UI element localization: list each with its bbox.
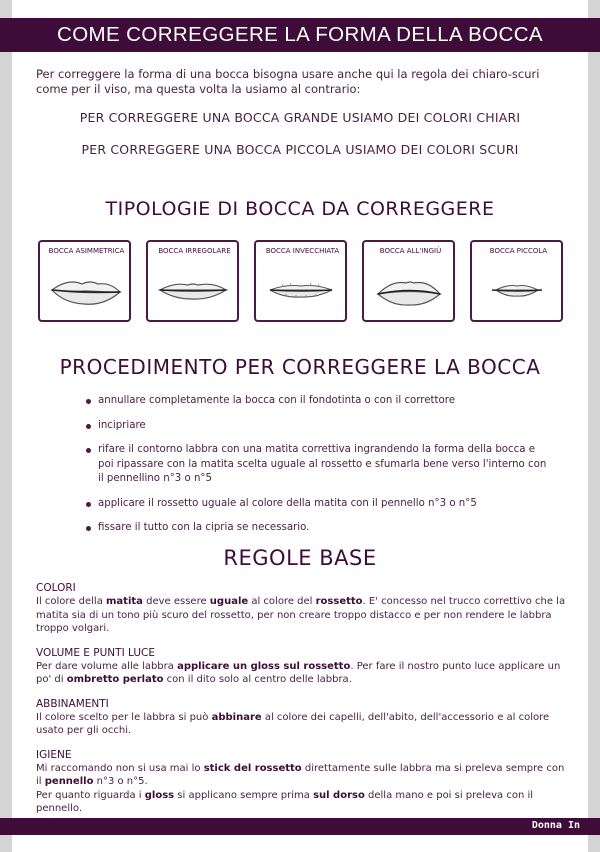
left-margin-stripe (0, 0, 12, 852)
aged-mouth-icon (262, 270, 340, 310)
list-item: applicare il rossetto uguale al colore della matita con il pennello n°3 o n°5 (98, 497, 553, 512)
mouth-label: BOCCA INVECCHIATA (265, 247, 340, 255)
mouth-types-row (38, 240, 563, 322)
rule-title: COLORI (36, 582, 76, 594)
rule-big-mouth: PER CORREGGERE UNA BOCCA GRANDE USIAMO DEI COLORI CHIARI (79, 110, 521, 125)
list-item: rifare il contorno labbra con una matita correttiva ingrandendo la forma della bocca e poi ripassare con la matita scelta uguale al rossetto e sfumarla bene verso l'interno con il pennellino n°3 o n°5 (98, 443, 553, 487)
rule-text: Mi raccomando non si usa mai lo stick del rossetto direttamente sulle labbra ma si preleva sempre con il pennello n°3 o n°5. Per quanto riguarda i gloss si applicano sempre prima sul dorso della mano e poi si preleva con il pennello. (36, 762, 565, 814)
list-item: annullare completamente la bocca con il fondotinta o con il correttore (98, 394, 553, 409)
rule-title: ABBINAMENTI (36, 697, 109, 710)
rules-section (36, 582, 566, 816)
rules-heading: REGOLE BASE (223, 546, 377, 570)
mouth-label: BOCCA ALL'INGIÙ (379, 247, 442, 255)
procedure-heading: PROCEDIMENTO PER CORREGGERE LA BOCCA (59, 355, 541, 379)
rule-abbinamenti (36, 698, 566, 738)
mouth-label: BOCCA PICCOLA (489, 247, 548, 255)
asymmetric-mouth-icon (46, 270, 124, 310)
irregular-mouth-icon (154, 270, 232, 310)
bullet-icon (86, 448, 91, 453)
bullet-icon (86, 526, 91, 531)
small-mouth-icon (478, 270, 556, 310)
bullet-icon (86, 424, 91, 429)
rule-text: Il colore della matita deve essere uguale al colore del rossetto. E' concesso nel trucco correttivo che la matita sia di un tono più scuro del rossetto, per non creare troppo distacco e per non rendere le labbra troppo volgari. (36, 596, 566, 634)
rule-title: IGIENE (36, 748, 72, 761)
rule-text: Per dare volume alle labbra applicare un gloss sul rossetto. Per fare il nostro punto luce applicare un po' di ombretto perlato con il dito solo al centro delle labbra. (36, 660, 561, 685)
mouth-label: BOCCA ASIMMETRICA (48, 247, 125, 255)
list-item: fissare il tutto con la cipria se necessario. (98, 521, 553, 536)
mouth-card-downturned (362, 240, 455, 322)
types-heading: TIPOLOGIE DI BOCCA DA CORREGGERE (105, 198, 495, 220)
rule-volume (36, 647, 566, 687)
rule-colori (36, 582, 566, 636)
right-margin-stripe (588, 0, 600, 852)
mouth-card-small (470, 240, 563, 322)
downturned-mouth-icon (370, 270, 448, 310)
mouth-card-irregular (146, 240, 239, 322)
list-item: incipriare (98, 419, 553, 434)
mouth-card-aged (254, 240, 347, 322)
mouth-label: BOCCA IRREGOLARE (158, 247, 231, 255)
intro-paragraph: Per correggere la forma di una bocca bisogna usare anche qui la regola dei chiaro-scuri come per il viso, ma questa volta la usiamo al contrario: (36, 67, 540, 96)
bullet-icon (86, 502, 91, 507)
rule-title: VOLUME E PUNTI LUCE (36, 646, 155, 659)
rule-small-mouth: PER CORREGGERE UNA BOCCA PICCOLA USIAMO DEI COLORI SCURI (81, 142, 519, 157)
procedure-steps (98, 394, 553, 536)
mouth-card-asymmetric (38, 240, 131, 322)
rule-text: Il colore scelto per le labbra si può abbinare al colore dei capelli, dell'abito, dell'accessorio e al colore usato per gli occhi. (36, 711, 550, 736)
footer-brand: Donna In (531, 820, 580, 831)
page-title: COME CORREGGERE LA FORMA DELLA BOCCA (0, 18, 600, 52)
rule-igiene (36, 749, 566, 816)
bullet-icon (86, 399, 91, 404)
footer-bar (0, 818, 600, 835)
